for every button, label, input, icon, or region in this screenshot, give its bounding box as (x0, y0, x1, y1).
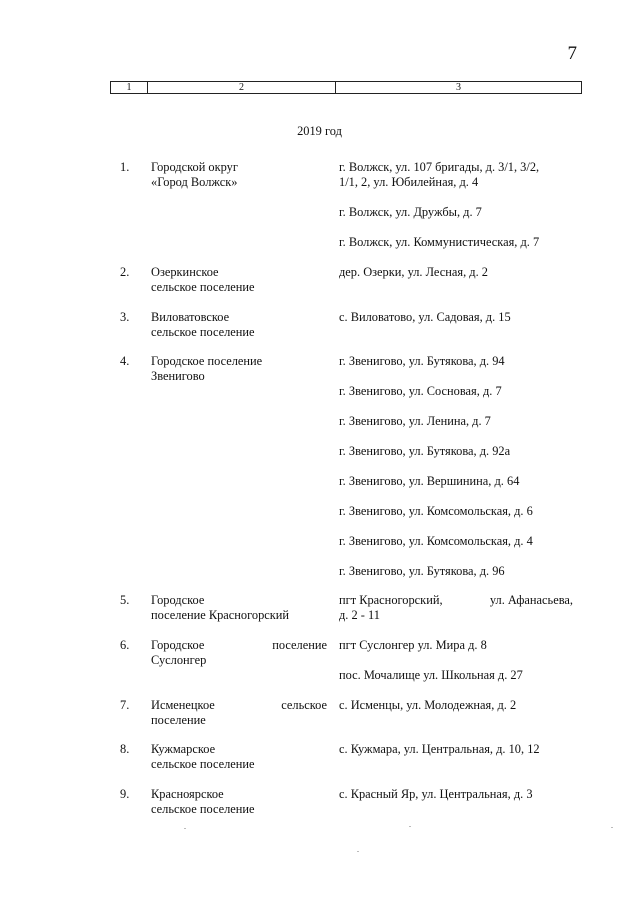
address-line: г. Волжск, ул. 107 бригады, д. 3/1, 3/2, (339, 160, 540, 174)
municipality-name-line: поселение Красногорский (151, 608, 290, 622)
column-header-2: 2 (147, 82, 335, 93)
address-line: с. Кужмара, ул. Центральная, д. 10, 12 (339, 742, 540, 756)
municipality-name-line-justified (151, 698, 327, 713)
municipality-name-line: поселение (151, 713, 206, 727)
address-line: г. Звенигово, ул. Вершинина, д. 64 (339, 474, 520, 488)
address-line: г. Звенигово, ул. Комсомольская, д. 6 (339, 504, 533, 518)
municipality-name-line: Суслонгер (151, 653, 207, 667)
address-line: с. Красный Яр, ул. Центральная, д. 3 (339, 787, 533, 801)
address-part: пгт Красногорский, (339, 593, 443, 607)
address-line: г. Волжск, ул. Коммунистическая, д. 7 (339, 235, 540, 249)
row-number: 1. (120, 160, 130, 174)
address-line: д. 2 - 11 (339, 608, 380, 622)
name-part: сельское (281, 698, 327, 712)
municipality-name-line: Красноярское (151, 787, 224, 801)
address-line: г. Звенигово, ул. Комсомольская, д. 4 (339, 534, 533, 548)
address-line-justified (339, 593, 573, 608)
row-number: 5. (120, 593, 130, 607)
municipality-name-line: сельское поселение (151, 757, 255, 771)
address-line: г. Звенигово, ул. Сосновая, д. 7 (339, 384, 502, 398)
row-number: 8. (120, 742, 130, 756)
scan-speck (184, 828, 186, 829)
address-part: ул. Афанасьева, (489, 593, 573, 607)
municipality-name-line: Озеркинское (151, 265, 219, 279)
address-line: пос. Мочалище ул. Школьная д. 27 (339, 668, 523, 682)
row-number: 2. (120, 265, 130, 279)
municipality-name-line: сельское поселение (151, 280, 255, 294)
address-line: пгт Суслонгер ул. Мира д. 8 (339, 638, 487, 652)
row-number: 7. (120, 698, 130, 712)
name-part: Исменецкое (151, 698, 215, 712)
column-header-3: 3 (335, 82, 581, 93)
municipality-name-line: Городское (151, 593, 205, 607)
row-number: 6. (120, 638, 130, 652)
row-number: 3. (120, 310, 130, 324)
address-line: г. Волжск, ул. Дружбы, д. 7 (339, 205, 482, 219)
address-line: с. Исменцы, ул. Молодежная, д. 2 (339, 698, 517, 712)
scan-speck (409, 826, 411, 827)
address-line: с. Виловатово, ул. Садовая, д. 15 (339, 310, 511, 324)
municipality-name-line: сельское поселение (151, 802, 255, 816)
year-heading: 2019 год (297, 124, 342, 138)
row-number: 9. (120, 787, 130, 801)
address-line: г. Звенигово, ул. Бутякова, д. 96 (339, 564, 505, 578)
name-part: поселение (272, 638, 327, 652)
name-part: Городское (151, 638, 205, 652)
address-line: г. Звенигово, ул. Бутякова, д. 94 (339, 354, 505, 368)
municipality-name-line: Кужмарское (151, 742, 216, 756)
municipality-name-line: Городской округ (151, 160, 238, 174)
address-line: г. Звенигово, ул. Бутякова, д. 92а (339, 444, 511, 458)
scan-speck (357, 851, 359, 852)
column-header-table (110, 81, 582, 94)
municipality-name-line: Городское поселение (151, 354, 263, 368)
municipality-name-line-justified (151, 638, 327, 653)
row-number: 4. (120, 354, 130, 368)
page-number: 7 (567, 43, 577, 64)
column-header-1: 1 (126, 82, 132, 93)
address-line: 1/1, 2, ул. Юбилейная, д. 4 (339, 175, 479, 189)
scan-speck (611, 827, 613, 828)
municipality-name-line: Виловатовское (151, 310, 230, 324)
municipality-name-line: «Город Волжск» (151, 175, 238, 189)
address-line: г. Звенигово, ул. Ленина, д. 7 (339, 414, 491, 428)
municipality-name-line: Звенигово (151, 369, 205, 383)
address-line: дер. Озерки, ул. Лесная, д. 2 (339, 265, 488, 279)
municipality-name-line: сельское поселение (151, 325, 255, 339)
